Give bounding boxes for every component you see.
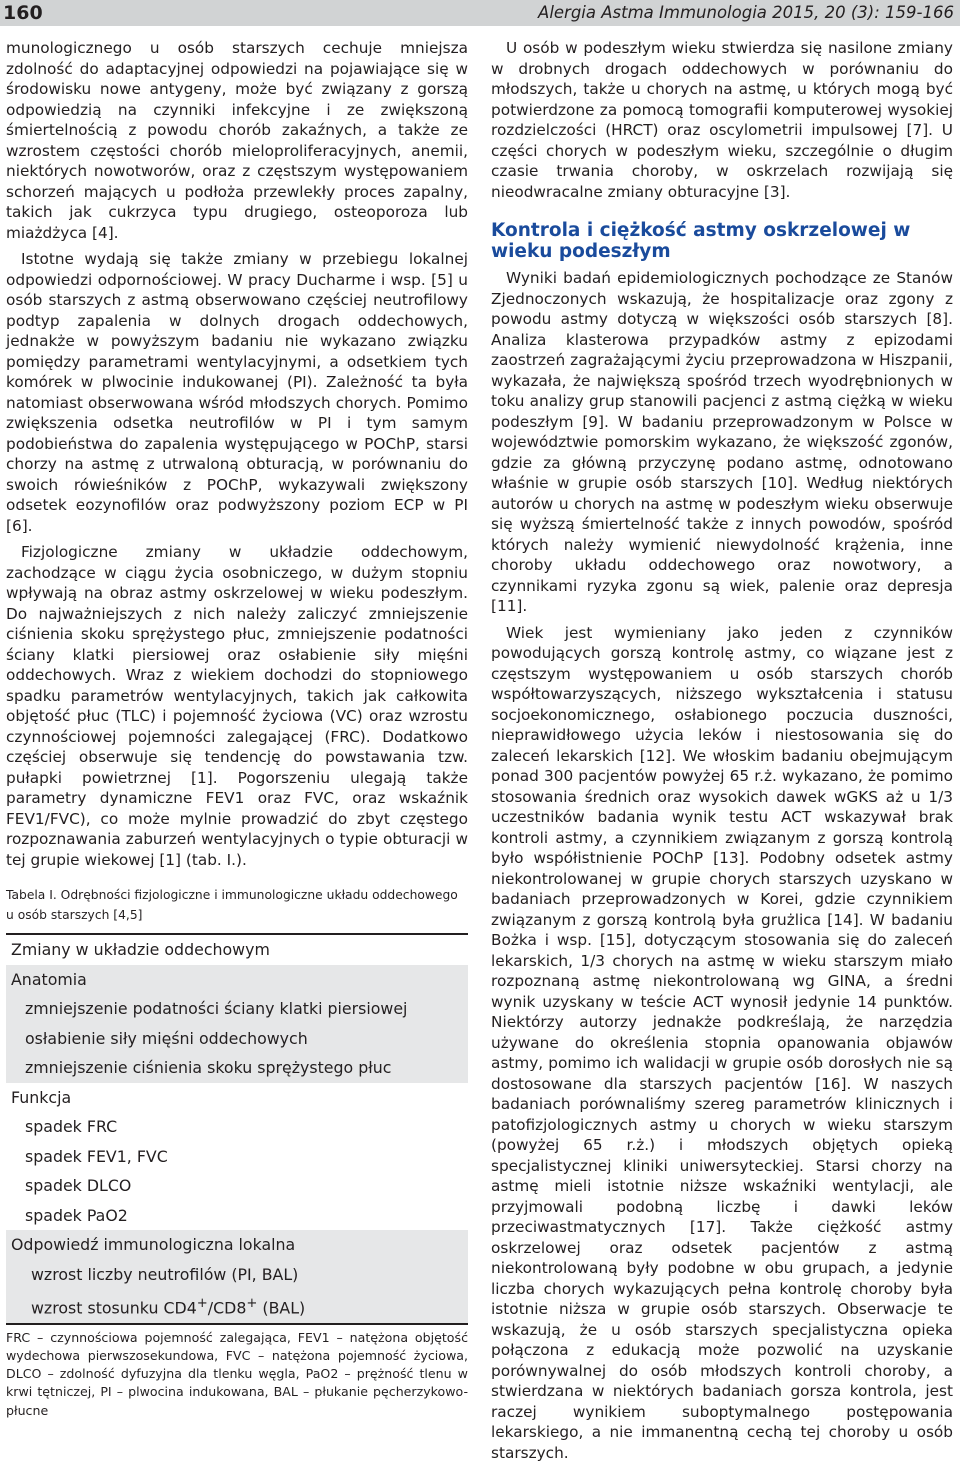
- table-row: spadek DLCO: [6, 1171, 468, 1201]
- table-caption: Tabela I. Odrębności fizjologiczne i immunologiczne układu oddechowego u osób starszych [4,5]: [6, 885, 468, 925]
- table-row-text: wzrost stosunku CD4: [31, 1298, 197, 1317]
- page-header: [0, 0, 960, 26]
- table-title: Zmiany w układzie oddechowym: [6, 935, 468, 965]
- table-row-text: /CD8: [208, 1298, 247, 1317]
- body-paragraph: munologicznego u osób starszych cechuje mniejsza zdolność do adaptacyjnej odpowiedzi na pojawiające się w środowisku nowe antygeny, może być związany z gorszą odpowiedzią na czynniki infekcyjne i ze zwiększoną śmiertelnością z powodu chorób zakaźnych, a także ze wzrostem częstości chorób mieloproliferacyjnych, anemii, niektórych nowotworów, oraz z częstszym występowaniem schorzeń mających u podłoża przewlekły proces zapalny, takich jak cukrzyca typu drugiego, osteoporoza lub miażdżyca [4].: [6, 38, 468, 243]
- body-paragraph: Istotne wydają się także zmiany w przebiegu lokalnej odpowiedzi odpornościowej. W pracy Ducharme i wsp. [5] u osób starszych z astmą obserwowano częściej neutrofilowy podtyp zapalenia w dolnych drogach oddechowych, jednakże w powyższym badaniu nie wykazano związku pomiędzy parametrami wentylacyjnymi, a odsetkiem tych komórek w plwocinie indukowanej (PI). Zależność ta była natomiast obserwowana wśród młodszych chorych. Pomimo zwiększenia odsetka neutrofilów w PI i tym samym podobieństwa do zapalenia występującego w POChP, starsi chorzy na astmę z utrwaloną obturacją, w porównaniu do swoich rówieśników z POChP, wykazywali zwiększony odsetek eozynofilów oraz podwyższony poziom ECP w PI [6].: [6, 249, 468, 536]
- table-row: zmniejszenie ciśnienia skoku sprężystego płuc: [6, 1053, 468, 1083]
- superscript: +: [197, 1296, 208, 1311]
- body-paragraph: U osób w podeszłym wieku stwierdza się nasilone zmiany w drobnych drogach oddechowych w porównaniu do młodszych, także u chorych na astmę, u których mogą być potwierdzone za pomocą tomografii komputerowej wysokiej rozdzielczości (HRCT) oraz oscylometrii impulsowej [7]. U części chorych w podeszłym wieku, szczególnie o długim czasie trwania choroby, w oskrzelach rozwijają się nieodwracalne zmiany obturacyjne [3].: [491, 38, 953, 202]
- table-row: spadek FEV1, FVC: [6, 1142, 468, 1172]
- body-paragraph: Wiek jest wymieniany jako jeden z czynników powodujących gorszą kontrolę astmy, co wiązane jest z częstszym występowaniem u osób starszych chorób współtowarzyszących, niższego wykształcenia i statusu socjoekonomicznego, osłabionego poczucia duszności, nieprawidłowego użycia leków i niestosowania się do zaleceń lekarskich [12]. We włoskim badaniu obejmującym ponad 300 pacjentów powyżej 65 r.ż. wykazano, że pomimo stosowania średnich oraz wysokich dawek wGKS aż u 1/3 uczestników badania wynik testu ACT wskazywał brak kontroli astmy, a czynnikiem związanym z gorszą kontrolą było współistnienie POChP [13]. Podobny odsetek astmy niekontrolowanej w grupie chorych starszych uzyskano w badaniach przeprowadzonych w Korei, gdzie czynnikiem związanym z gorszą kontrolą była grużlica [14]. W badaniu Bożka i wsp. [15], dotyczącym stosowania się do zaleceń lekarskich, 1/3 chorych na astmę w wieku starszym miało rozpoznaną astmę niekontrolowaną wg GINA, a średni wynik uzyskany w teście ACT wynosił jedynie 14 punktów. Niektórzy autorzy jednakże podkreślają, że narzędzia używane do określenia stopnia opanowania objawów astmy, pomimo ich walidacji w grupie osób dorosłych nie są dostosowane dla starszych pacjentów [16]. W naszych badaniach porównaliśmy szereg parametrów klinicznych i patofizjologicznych astmy u chorych w wieku starszym (powyżej 65 r.ż.) i młodszych objętych opieką specjalistycznej kliniki uniwersyteckiej. Starsi chorzy na astmę mieli istotnie niższe wskaźniki wentylacji, ale przyjmowali podobną liczbę i dawki leków przeciwastmatycznych [17]. Także ciężkość astmy oskrzelowej oraz odsetek pacjentów z astmą niekontrolowaną były podobne w obu grupach, a jedynie liczba chorych wykazujących pełna kontrolę choroby była istotnie niższa w grupie osób starszych. Obserwacje te wskazują, że u osób starszych specjalistyczna opieka połączona z edukacją może pozwolić na uzyskanie porównywalnej do osób młodszych kontroli choroby, a stwierdzana w niektórych badaniach gorsza kontrola, jest raczej wynikiem suboptymalnego postępowania lekarskiego, a nie immanentną cechą tej choroby u osób starszych.: [491, 623, 953, 1463]
- table-row: wzrost liczby neutrofilów (PI, BAL): [6, 1260, 468, 1290]
- right-column: [491, 38, 953, 1463]
- page-number: 160: [3, 0, 43, 26]
- table-footnote: FRC – czynnościowa pojemność zalegająca, FEV1 – natężona objętość wydechowa pierwszosekundowa, FVC – natężona pojemność życiowa, DLCO – zdolność dyfuzyjna dla tlenku węgla, PaO2 – prężność tlenu w krwi tętniczej, PI – plwocina indukowana, BAL – płukanie pęcherzykowo-płucne: [6, 1329, 468, 1420]
- table-row: zmniejszenie podatności ściany klatki piersiowej: [6, 994, 468, 1024]
- table-row: [6, 1289, 468, 1323]
- body-paragraph: Fizjologiczne zmiany w układzie oddechowym, zachodzące w ciągu życia osobniczego, w dużym stopniu wpływają na obraz astmy oskrzelowej w wieku podeszłym. Do najważniejszych z nich należy zaliczyć zmniejszenie ciśnienia skoku sprężystego płuc, zmniejszenie podatności ściany klatki piersiowej oraz osłabienie siły mięśni oddechowych. Wraz z wiekiem dochodzi do stopniowego spadku parametrów wentylacyjnych, takich jak całkowita objętość płuc (TLC) i pojemność życiowa (VC) oraz wzrostu czynnościowej pojemności zalegającej (FRC). Dodatkowo częściej obserwuje się tendencję do powstawania tzw. pułapki powietrznej [1]. Pogorszeniu ulegają także parametry dynamiczne FEV1 oraz FVC, oraz wskaźnik FEV1/FVC), co może mylnie prowadzić do zbyt częstego rozpoznawania zaburzeń wentylacyjnych o typie obturacji w tej grupie wiekowej [1] (tab. I.).: [6, 542, 468, 870]
- table-section-immune: Odpowiedź immunologiczna lokalna: [6, 1230, 468, 1260]
- table-section-function: Funkcja: [6, 1083, 468, 1113]
- body-paragraph: Wyniki badań epidemiologicznych pochodzące ze Stanów Zjednoczonych wskazują, że hospitalizacje oraz zgony z powodu astmy dotyczą w większości osób starszych [8]. Analiza klasterowa przypadków astmy z epizodami zaostrzeń zagrażającymi życiu przeprowadzona w Hiszpanii, wykazała, że największą spośród trzech wyodrębnionych w toku analizy grup stanowili pacjenci z astmą ciężką w wieku podeszłym [9]. W badaniu przeprowadzonym w Polsce w województwie pomorskim wykazano, że większość zgonów, gdzie za główną przyczynę podano astmę, odnotowano właśnie w grupie osób starszych [10]. Według niektórych autorów u chorych na astmę w podeszłym wieku obserwuje się wyższą śmiertelność także z innych powodów, spośród których należy wymienić niewydolność krążenia, inne choroby układu oddechowego oraz nowotwory, a czynnikami ryzyka zgonu są wiek, palenie oraz depresja [11].: [491, 268, 953, 617]
- table-section-anatomy: Anatomia: [6, 965, 468, 995]
- left-column: [6, 38, 468, 1420]
- section-heading: Kontrola i ciężkość astmy oskrzelowej w wieku podeszłym: [491, 220, 953, 262]
- table-row-text: (BAL): [257, 1298, 305, 1317]
- journal-citation: Alergia Astma Immunologia 2015, 20 (3): 159-166: [538, 0, 954, 26]
- table-row: spadek PaO2: [6, 1201, 468, 1231]
- table-row: spadek FRC: [6, 1112, 468, 1142]
- table-row: osłabienie siły mięśni oddechowych: [6, 1024, 468, 1054]
- superscript: +: [246, 1296, 257, 1311]
- table-1: [6, 933, 468, 1325]
